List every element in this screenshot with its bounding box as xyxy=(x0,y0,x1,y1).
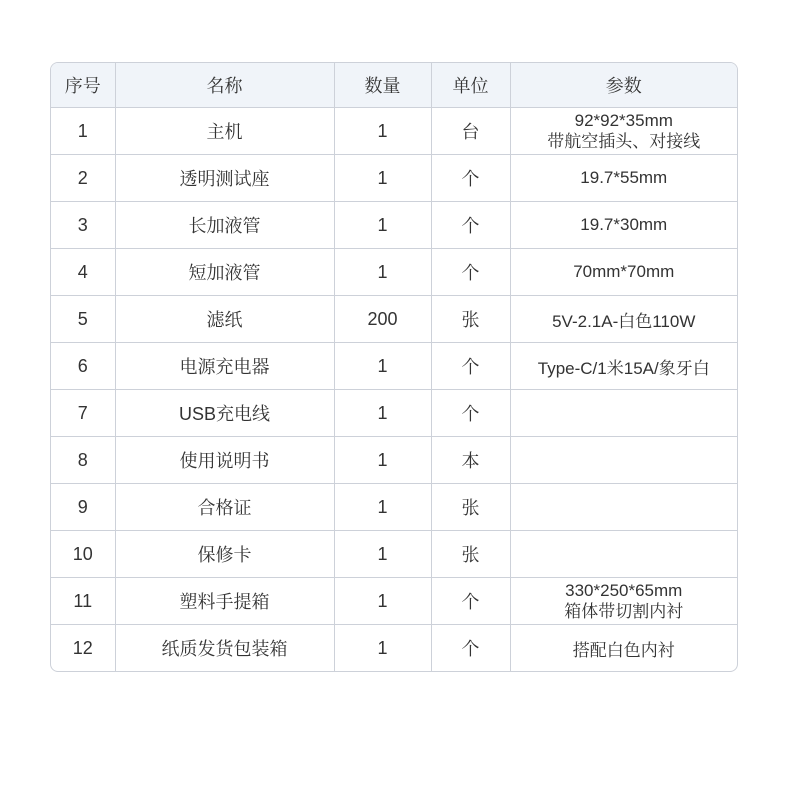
cell-name: 塑料手提箱 xyxy=(115,578,334,625)
table-row xyxy=(51,578,737,625)
cell-name: 使用说明书 xyxy=(115,437,334,484)
table-row xyxy=(51,343,737,390)
param-line: 92*92*35mm xyxy=(574,111,673,130)
cell-qty: 1 xyxy=(334,390,431,437)
column-header: 数量 xyxy=(334,63,431,108)
cell-params xyxy=(510,108,737,155)
table-body xyxy=(51,108,737,672)
table-row xyxy=(51,296,737,343)
cell-params xyxy=(510,202,737,249)
cell-unit: 张 xyxy=(431,296,510,343)
cell-qty: 1 xyxy=(334,484,431,531)
cell-unit: 个 xyxy=(431,202,510,249)
cell-qty: 1 xyxy=(334,343,431,390)
cell-qty: 200 xyxy=(334,296,431,343)
cell-params xyxy=(510,390,737,437)
cell-qty: 1 xyxy=(334,578,431,625)
param-line: 19.7*55mm xyxy=(580,168,668,187)
cell-unit: 个 xyxy=(431,578,510,625)
cell-params xyxy=(510,578,737,625)
table-row xyxy=(51,484,737,531)
cell-name: 短加液管 xyxy=(115,249,334,296)
cell-qty: 1 xyxy=(334,108,431,155)
cell-qty: 1 xyxy=(334,531,431,578)
cell-name: 纸质发货包装箱 xyxy=(115,625,334,672)
param-line: 带航空插头、对接线 xyxy=(547,132,701,151)
cell-unit: 个 xyxy=(431,343,510,390)
cell-name: 透明测试座 xyxy=(115,155,334,202)
cell-index: 5 xyxy=(51,296,115,343)
cell-unit: 张 xyxy=(431,484,510,531)
cell-index: 2 xyxy=(51,155,115,202)
header-row xyxy=(51,63,737,108)
param-line: 5V-2.1A-白色110W xyxy=(552,311,696,331)
param-line: 70mm*70mm xyxy=(573,262,675,281)
cell-unit: 个 xyxy=(431,249,510,296)
table-header xyxy=(51,63,737,108)
cell-index: 4 xyxy=(51,249,115,296)
table-row xyxy=(51,202,737,249)
param-line: 搭配白色内衬 xyxy=(572,640,675,660)
table-row xyxy=(51,108,737,155)
table-row xyxy=(51,625,737,672)
cell-unit: 张 xyxy=(431,531,510,578)
cell-index: 1 xyxy=(51,108,115,155)
cell-index: 12 xyxy=(51,625,115,672)
cell-name: 保修卡 xyxy=(115,531,334,578)
cell-index: 6 xyxy=(51,343,115,390)
cell-params xyxy=(510,625,737,672)
cell-index: 7 xyxy=(51,390,115,437)
cell-params xyxy=(510,155,737,202)
cell-name: 合格证 xyxy=(115,484,334,531)
table-row xyxy=(51,155,737,202)
cell-qty: 1 xyxy=(334,625,431,672)
cell-params xyxy=(510,531,737,578)
cell-unit: 个 xyxy=(431,155,510,202)
cell-index: 8 xyxy=(51,437,115,484)
column-header: 序号 xyxy=(51,63,115,108)
cell-index: 11 xyxy=(51,578,115,625)
cell-name: 电源充电器 xyxy=(115,343,334,390)
param-line: 330*250*65mm xyxy=(565,581,683,600)
cell-index: 10 xyxy=(51,531,115,578)
table-row xyxy=(51,249,737,296)
param-line: Type-C/1米15A/象牙白 xyxy=(537,358,710,378)
cell-qty: 1 xyxy=(334,437,431,484)
cell-index: 9 xyxy=(51,484,115,531)
table-row xyxy=(51,437,737,484)
param-line: 19.7*30mm xyxy=(580,215,668,234)
column-header: 名称 xyxy=(115,63,334,108)
cell-name: 主机 xyxy=(115,108,334,155)
cell-qty: 1 xyxy=(334,155,431,202)
cell-params xyxy=(510,296,737,343)
cell-params xyxy=(510,343,737,390)
table-row xyxy=(51,531,737,578)
packing-list-table xyxy=(51,63,737,671)
column-header: 参数 xyxy=(510,63,737,108)
cell-unit: 本 xyxy=(431,437,510,484)
cell-qty: 1 xyxy=(334,202,431,249)
cell-index: 3 xyxy=(51,202,115,249)
cell-unit: 个 xyxy=(431,390,510,437)
cell-params xyxy=(510,437,737,484)
cell-name: 长加液管 xyxy=(115,202,334,249)
cell-unit: 台 xyxy=(431,108,510,155)
param-line: 箱体带切割内衬 xyxy=(564,602,684,621)
cell-name: USB充电线 xyxy=(115,390,334,437)
packing-list-table-wrap xyxy=(50,62,738,672)
column-header: 单位 xyxy=(431,63,510,108)
cell-params xyxy=(510,484,737,531)
cell-qty: 1 xyxy=(334,249,431,296)
cell-params xyxy=(510,249,737,296)
cell-name: 滤纸 xyxy=(115,296,334,343)
table-row xyxy=(51,390,737,437)
cell-unit: 个 xyxy=(431,625,510,672)
